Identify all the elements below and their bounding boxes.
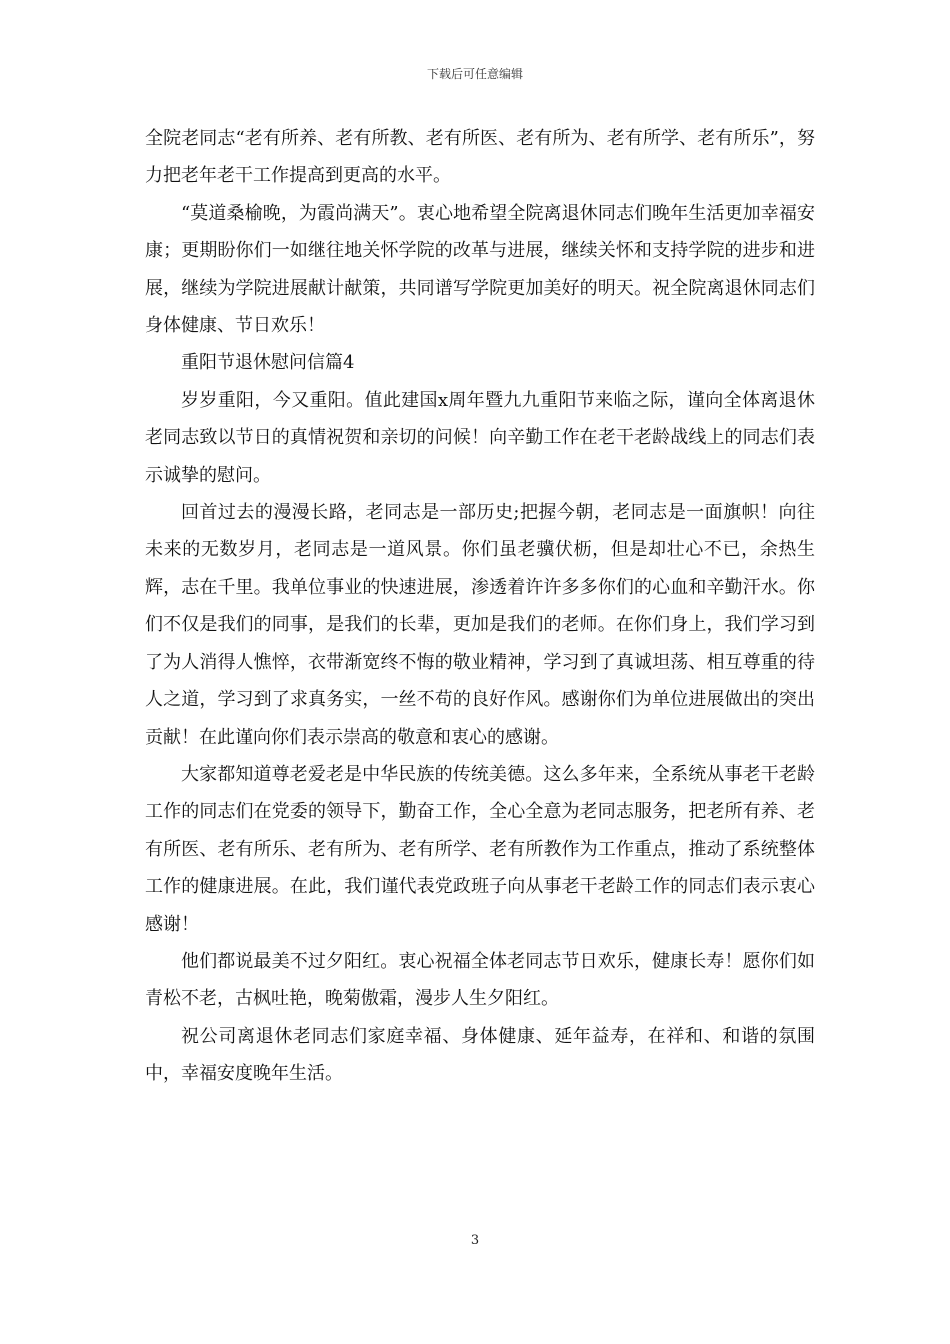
page-number: 3 xyxy=(470,1233,480,1248)
page-header: 下载后可任意编辑 xyxy=(426,67,523,81)
document-body xyxy=(145,120,815,1093)
paragraph: 岁岁重阳，今又重阳。值此建国x周年暨九九重阳节来临之际，谨向全体离退休老同志致以节日的真情祝贺和亲切的问候！向辛勤工作在老干老龄战线上的同志们表示诚挚的慰问。 xyxy=(145,389,815,486)
paragraph: 他们都说最美不过夕阳红。衷心祝福全体老同志节日欢乐，健康长寿！愿你们如青松不老，古枫吐艳，晚菊傲霜，漫步人生夕阳红。 xyxy=(145,950,815,1010)
paragraph: 祝公司离退休老同志们家庭幸福、身体健康、延年益寿，在祥和、和谐的氛围中，幸福安度晚年生活。 xyxy=(145,1025,815,1085)
paragraph: 大家都知道尊老爱老是中华民族的传统美德。这么多年来，全系统从事老干老龄工作的同志们在党委的领导下，勤奋工作，全心全意为老同志服务，把老所有养、老有所医、老有所乐、老有所为、老有所学、老有所教作为工作重点，推动了系统整体工作的健康进展。在此，我们谨代表党政班子向从事老干老龄工作的同志们表示衷心感谢！ xyxy=(145,763,815,935)
section-heading: 重阳节退休慰问信篇4 xyxy=(181,352,355,374)
paragraph: 回首过去的漫漫长路，老同志是一部历史;把握今朝，老同志是一面旗帜！向往未来的无数岁月，老同志是一道风景。你们虽老骥伏枥，但是却壮心不已，余热生辉，志在千里。我单位事业的快速进展，渗透着许许多多你们的心血和辛勤汗水。你们不仅是我们的同事，是我们的长辈，更加是我们的老师。在你们身上，我们学习到了为人消得人憔悴，衣带渐宽终不悔的敬业精神，学习到了真诚坦荡、相互尊重的待人之道，学习到了求真务实，一丝不苟的良好作风。感谢你们为单位进展做出的突出贡献！在此谨向你们表示崇高的敬意和衷心的感谢。 xyxy=(145,502,815,748)
paragraph-continued: 全院老同志“老有所养、老有所教、老有所医、老有所为、老有所学、老有所乐”，努力把老年老干工作提高到更高的水平。 xyxy=(145,128,815,187)
paragraph: “莫道桑榆晚，为霞尚满天”。衷心地希望全院离退休同志们晚年生活更加幸福安康；更期盼你们一如继往地关怀学院的改革与进展，继续关怀和支持学院的进步和进展，继续为学院进展献计献策，共同谱写学院更加美好的明天。祝全院离退休同志们身体健康、节日欢乐！ xyxy=(145,202,815,337)
